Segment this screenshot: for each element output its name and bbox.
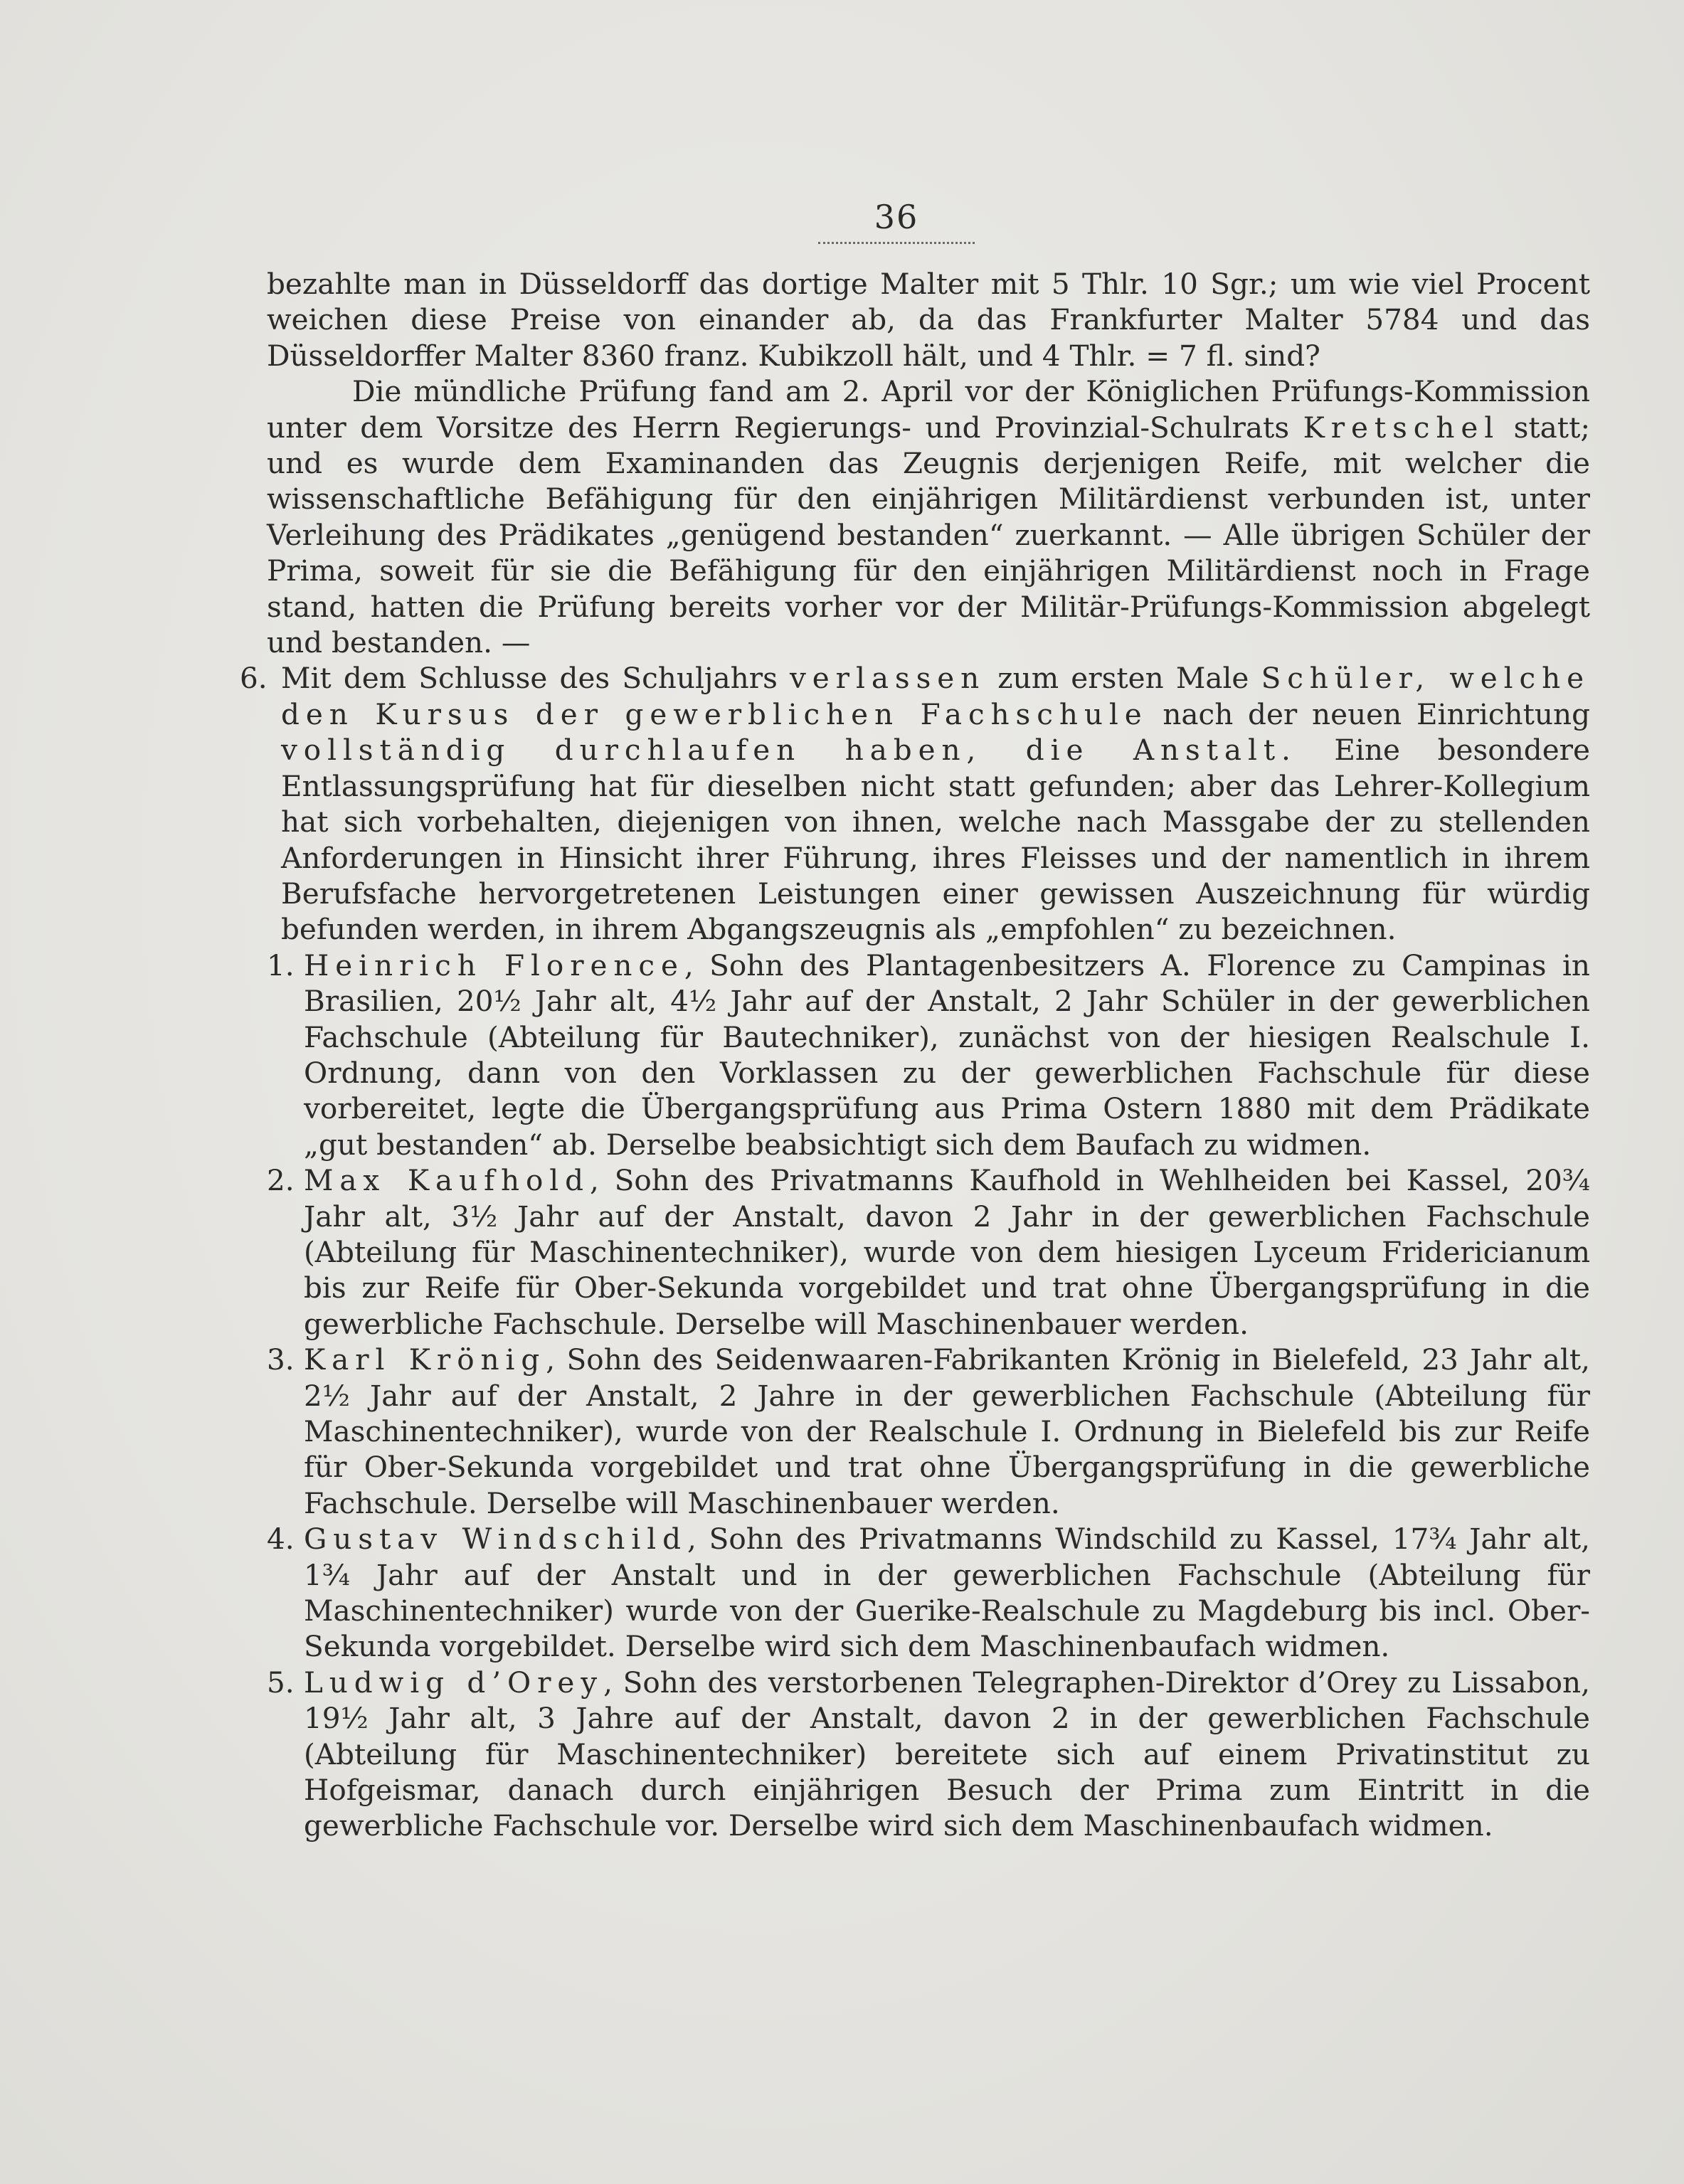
section-6-spaced-2: Schüler, welche den Kursus der gewerblichen Fachschule (281, 661, 1590, 731)
student-text: , Sohn des verstorbenen Telegraphen-Direktor d’Orey zu Lissabon, 19½ Jahr alt, 3 Jahre auf der Anstalt, davon 2 in der gewerblichen Fachschule (Abteilung für Maschinentechniker) bereitete sich auf einem Privatinstitut zu Hofgeismar, danach durch einjährigen Besuch der Prima zum Eintritt in die gewerbliche Fachschule vor. Derselbe wird sich dem Maschinenbaufach widmen. (304, 1665, 1590, 1843)
section-6-text-b: zum ersten Male (985, 661, 1261, 696)
section-6-text-d: Eine besondere Entlassungsprüfung hat für dieselben nicht statt gefunden; aber das Lehrer-Kollegium hat sich vorbehalten, diejenigen von ihnen, welche nach Massgabe der zu stellenden Anforderungen in Hinsicht ihrer Führung, ihres Fleisses und der namentlich in ihrem Berufsfache hervorgetretenen Leistungen einer gewissen Auszeichnung für würdig befunden werden, in ihrem Abgangszeugnis als „empfohlen“ zu bezeichnen. (281, 733, 1590, 947)
student-text: , Sohn des Privatmanns Kaufhold in Wehlheiden bei Kassel, 20¾ Jahr alt, 3½ Jahr auf der Anstalt, davon 2 Jahr in der gewerblichen Fachschule (Abteilung für Maschinentechniker), wurde von dem hiesigen Lyceum Fridericianum bis zur Reife für Ober-Sekunda vorgebildet und trat ohne Übergangsprüfung in die gewerbliche Fachschule. Derselbe will Maschinenbauer werden. (304, 1163, 1590, 1341)
student-list (267, 948, 1590, 1844)
section-6-number: 6. (240, 661, 268, 696)
oral-exam-text-b: statt; und es wurde dem Examinanden das Zeugnis derjenigen Reife, mit welcher die wissenschaftliche Befähigung für den einjährigen Militärdienst verbunden ist, unter Verleihung des Prädikates „genügend bestanden“ zuerkannt. — Alle übrigen Schüler der Prima, soweit für sie die Befähigung für den einjährigen Militärdienst noch in Frage stand, hatten die Prüfung bereits vorher vor der Militär-Prüfungs-Kommission abgelegt und bestanden. — (267, 410, 1590, 660)
student-name: Max Kaufhold (304, 1163, 590, 1198)
student-text: , Sohn des Privatmanns Windschild zu Kassel, 17¾ Jahr alt, 1¾ Jahr auf der Anstalt und in der gewerblichen Fachschule (Abteilung für Maschinentechniker) wurde von der Guerike-Realschule zu Magdeburg bis incl. Ober-Sekunda vorgebildet. Derselbe wird sich dem Maschinenbaufach widmen. (304, 1522, 1591, 1664)
section-6-spaced-3: vollständig durchlaufen haben, die Anstalt. (281, 733, 1297, 768)
student-entry (267, 1521, 1590, 1665)
oral-exam-text-a: Die mündliche Prüfung fand am 2. April vor der Königlichen Prüfungs-Kommission unter dem Vorsitze des Herrn Regierungs- und Provinzial-Schulrats (267, 374, 1590, 445)
student-name: Gustav Windschild (304, 1522, 687, 1557)
page-number: 36 (874, 198, 919, 236)
section-6-spaced-1: verlassen (790, 661, 986, 696)
student-number: 5. (267, 1665, 295, 1700)
page-number-rule (818, 242, 975, 244)
section-6 (240, 660, 1591, 947)
student-entry (267, 948, 1590, 1162)
student-name: Ludwig d’Orey (304, 1665, 604, 1700)
paragraph-exam-question: bezahlte man in Düsseldorff das dortige Malter mit 5 Thlr. 10 Sgr.; um wie viel Procent weichen diese Preise von einander ab, da das Frankfurter Malter 5784 und das Düsseldorffer Malter 8360 franz. Kubikzoll hält, und 4 Thlr. = 7 fl. sind? (267, 267, 1590, 373)
student-text: , Sohn des Plantagenbesitzers A. Florence zu Campinas in Brasilien, 20½ Jahr alt, 4½ Jahr auf der Anstalt, 2 Jahr Schüler in der gewerblichen Fachschule (Abteilung für Bautechniker), zunächst von der hiesigen Realschule I. Ordnung, dann von den Vorklassen zu der gewerblichen Fachschule für diese vorbereitet, legte die Übergangsprüfung aus Prima Ostern 1880 mit dem Prädikate „gut bestanden“ ab. Derselbe beabsichtigt sich dem Baufach zu widmen. (304, 948, 1590, 1162)
student-name: Heinrich Florence (304, 948, 684, 982)
student-entry (267, 1342, 1590, 1521)
student-text: , Sohn des Seidenwaaren-Fabrikanten Krönig in Bielefeld, 23 Jahr alt, 2½ Jahr auf der Anstalt, 2 Jahre in der gewerblichen Fachschule (Abteilung für Maschinentechniker), wurde von der Realschule I. Ordnung in Bielefeld bis zur Reife für Ober-Sekunda vorgebildet und trat ohne Übergangsprüfung in die gewerbliche Fachschule. Derselbe will Maschinenbauer werden. (304, 1342, 1590, 1520)
student-entry (267, 1162, 1590, 1342)
paragraph-oral-exam (267, 373, 1590, 660)
student-number: 2. (267, 1163, 295, 1198)
section-6-text-a: Mit dem Schlusse des Schuljahrs (281, 661, 790, 696)
document-body (240, 266, 1591, 1844)
student-number: 3. (267, 1342, 295, 1377)
student-number: 4. (267, 1522, 295, 1557)
student-name: Karl Krönig (304, 1342, 546, 1377)
examiner-name: Kretschel (1303, 410, 1500, 445)
section-6-text-c: nach der neuen Einrichtung (1148, 696, 1591, 731)
student-entry (267, 1665, 1590, 1844)
student-number: 1. (267, 948, 295, 982)
